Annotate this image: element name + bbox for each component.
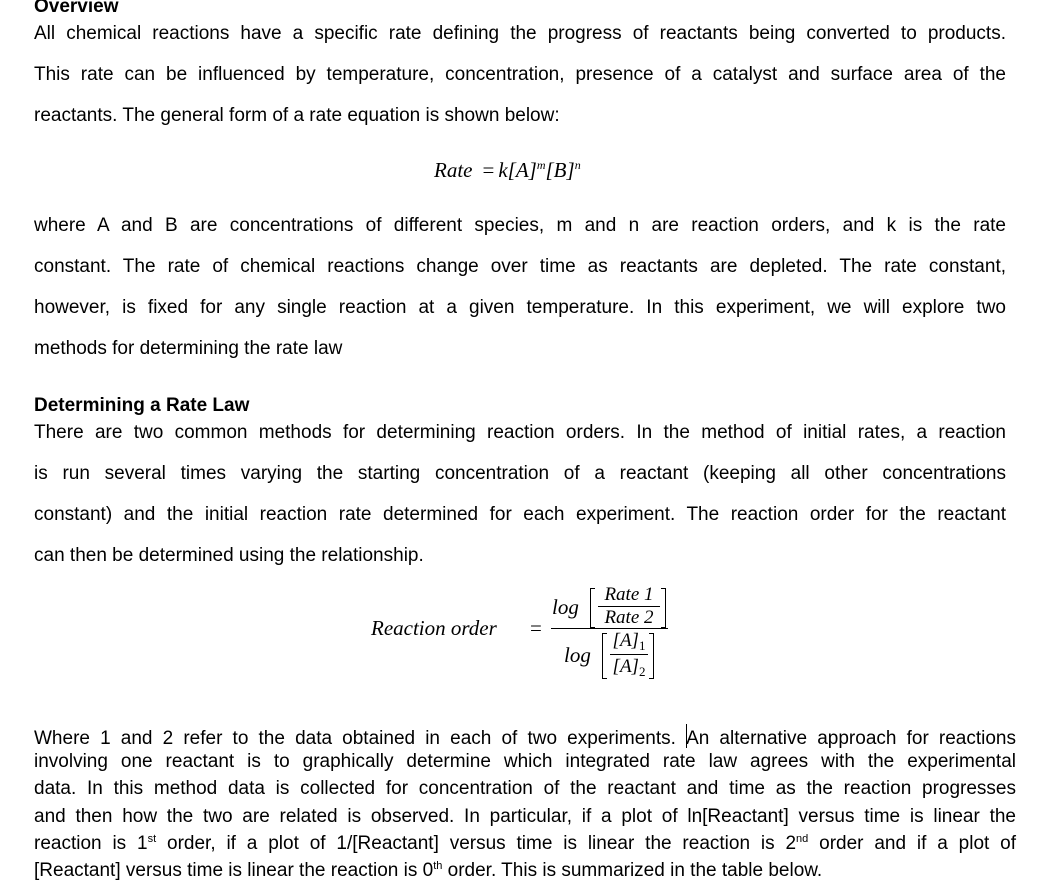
paragraph-line-5-part-c: order and if a plot of (808, 833, 1016, 854)
paragraph-line-5-part-b: order, if a plot of 1/[Reactant] versus time is linear the reaction is 2 (156, 833, 797, 854)
overview-line-7: methods for determining the rate law (34, 338, 343, 359)
paragraph-line-6 (34, 860, 1006, 882)
numerator-log: log (552, 595, 579, 619)
overview-line-2: This rate can be influenced by temperature, concentration, presence of a catalyst and surface area of the (34, 64, 1006, 85)
rate-equation-exp-m: m (536, 158, 546, 172)
paragraph-line-3: data. In this method data is collected for concentration of the reactant and time as the reaction progresses (34, 778, 1016, 799)
rate-law-line-4: can then be determined using the relationship. (34, 545, 424, 566)
paragraph-line-1-part-a: Where 1 and 2 refer to the data obtained in each of two experiments. (34, 728, 676, 749)
denominator-a1 (608, 630, 650, 657)
denominator-a2-symbol: [A] (612, 656, 639, 677)
paragraph-line-5 (34, 833, 1016, 855)
rate-equation (434, 158, 581, 183)
denominator-log: log (564, 643, 591, 667)
rate-law-line-2: is run several times varying the starting concentration of a reactant (keeping all other concentrations (34, 463, 1006, 484)
denominator-a1-symbol: [A] (612, 630, 639, 651)
reaction-order-fraction-bar (551, 628, 668, 629)
paragraph-line-6-part-a: [Reactant] versus time is linear the reaction is 0 (34, 860, 434, 881)
paragraph-line-5-part-a: reaction is 1 (34, 833, 148, 854)
paragraph-line-2: involving one reactant is to graphically determine which integrated rate law agrees with the experimental (34, 751, 1016, 772)
numerator-rate-2: Rate 2 (604, 607, 654, 628)
denominator-right-bracket (649, 633, 654, 679)
reaction-order-label: Reaction order (371, 616, 497, 640)
denominator-left-bracket (602, 633, 607, 679)
rate-equation-equals: = (482, 158, 495, 182)
overview-line-4: where A and B are concentrations of different species, m and n are reaction orders, and k is the rate (34, 215, 1006, 236)
numerator-rate-1: Rate 1 (604, 584, 654, 605)
superscript-th: th (433, 860, 443, 872)
rate-equation-exp-n: n (574, 158, 581, 172)
paragraph-line-6-part-b: order. This is summarized in the table below. (442, 860, 823, 881)
denominator-a1-subscript: 1 (638, 638, 646, 653)
overview-line-1: All chemical reactions have a specific rate defining the progress of reactants being converted to products. (34, 23, 1006, 44)
rate-equation-b: [B] (545, 158, 575, 182)
rate-equation-k-a: k[A] (498, 158, 537, 182)
paragraph-line-1 (34, 724, 1016, 750)
denominator-inner-bar (610, 654, 648, 655)
denominator-a2 (608, 656, 650, 683)
numerator-left-bracket (590, 588, 595, 628)
superscript-st: st (147, 833, 157, 845)
rate-law-heading: Determining a Rate Law (34, 395, 250, 416)
rate-law-line-1: There are two common methods for determining reaction orders. In the method of initial rates, a reaction (34, 422, 1006, 443)
superscript-nd: nd (796, 833, 809, 845)
reaction-order-equals: = (530, 616, 542, 640)
overview-heading: Overview (34, 0, 119, 17)
paragraph-line-1-part-b: An alternative approach for reactions (686, 728, 1016, 749)
overview-line-6: however, is fixed for any single reaction at a given temperature. In this experiment, we will explore two (34, 297, 1006, 318)
paragraph-line-4: and then how the two are related is observed. In particular, if a plot of ln[Reactant] versus time is linear the (34, 806, 1016, 827)
rate-law-line-3: constant) and the initial reaction rate determined for each experiment. The reaction order for the reactant (34, 504, 1006, 525)
denominator-a2-subscript: 2 (638, 664, 646, 679)
numerator-right-bracket (661, 588, 666, 628)
overview-line-3: reactants. The general form of a rate equation is shown below: (34, 105, 560, 126)
rate-equation-lhs: Rate (434, 158, 473, 182)
overview-line-5: constant. The rate of chemical reactions change over time as reactants are depleted. The rate constant, (34, 256, 1006, 277)
